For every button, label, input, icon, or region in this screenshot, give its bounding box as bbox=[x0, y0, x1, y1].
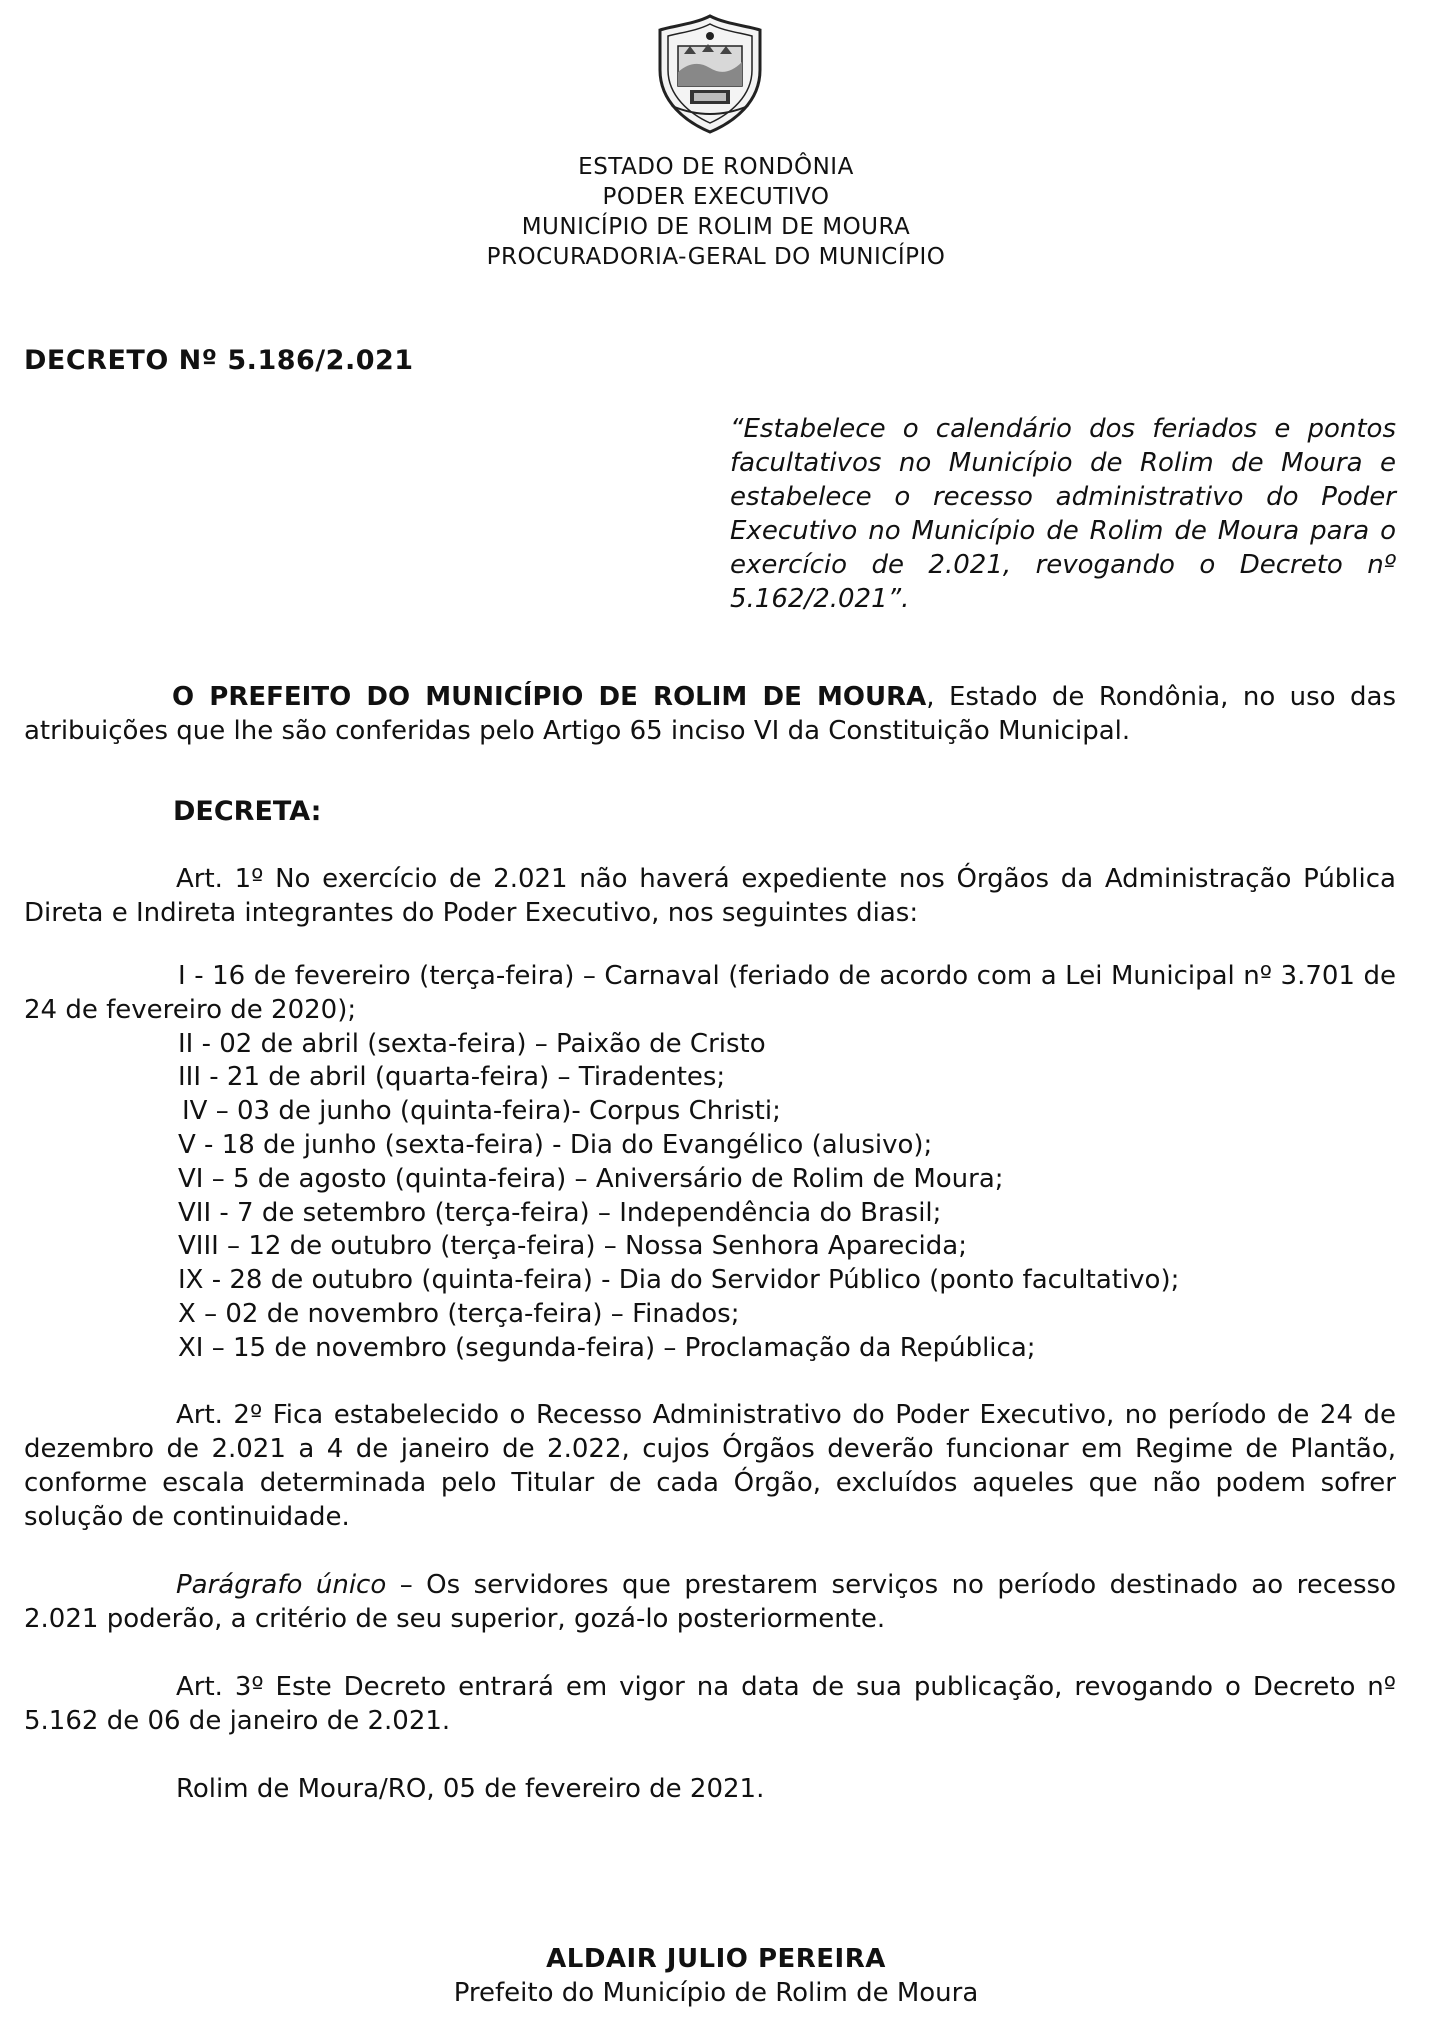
list-item: IX - 28 de outubro (quinta-feira) - Dia do Servidor Público (ponto facultativo); bbox=[178, 1265, 1180, 1296]
list-item: III - 21 de abril (quarta-feira) – Tiradentes; bbox=[178, 1062, 726, 1093]
signatory-name: ALDAIR JULIO PEREIRA bbox=[546, 1944, 886, 1974]
letterhead-power: PODER EXECUTIVO bbox=[602, 184, 830, 210]
holiday-list bbox=[24, 960, 1396, 1366]
list-item: V - 18 de junho (sexta-feira) - Dia do Evangélico (alusivo); bbox=[178, 1129, 933, 1160]
preamble-text: , Estado de Rondônia, no uso das atribuições que lhe são conferidas pelo Artigo 65 inciso VI da Constituição Municipal. bbox=[24, 682, 1396, 746]
letterhead bbox=[0, 152, 1432, 272]
article-3 bbox=[24, 1670, 1396, 1738]
signature-block bbox=[0, 1942, 1432, 2010]
list-item: I - 16 de fevereiro (terça-feira) – Carnaval (feriado de acordo com a Lei Municipal nº 3.701 de 24 de fevereiro de 2020); bbox=[24, 961, 1396, 1025]
letterhead-state: ESTADO DE RONDÔNIA bbox=[578, 154, 854, 180]
place-date bbox=[24, 1772, 1396, 1806]
signatory-title: Prefeito do Município de Rolim de Moura bbox=[453, 1978, 979, 2008]
list-item: II - 02 de abril (sexta-feira) – Paixão de Cristo bbox=[178, 1028, 766, 1059]
decree-title: DECRETO Nº 5.186/2.021 bbox=[24, 345, 414, 376]
article-1 bbox=[24, 862, 1396, 930]
coat-of-arms-icon bbox=[650, 10, 770, 138]
list-item: IV – 03 de junho (quinta-feira)- Corpus Christi; bbox=[182, 1096, 781, 1127]
preamble bbox=[24, 680, 1396, 748]
preamble-bold: O PREFEITO DO MUNICÍPIO DE ROLIM DE MOURA bbox=[172, 682, 927, 712]
article-2-text: Art. 2º Fica estabelecido o Recesso Administrativo do Poder Executivo, no período de 24 de dezembro de 2.021 a 4 de janeiro de 2.022, cujos Órgãos deverão funcionar em Regime de Plantão, conforme escala determinada pelo Titular de cada Órgão, excluídos aqueles que não podem sofrer solução de continuidade. bbox=[24, 1400, 1396, 1532]
sole-paragraph-text: – Os servidores que prestarem serviços no período destinado ao recesso 2.021 poderão, a critério de seu superior, gozá-lo posteriormente. bbox=[24, 1570, 1396, 1634]
sole-paragraph-label: Parágrafo único bbox=[176, 1570, 387, 1600]
place-date-text: Rolim de Moura/RO, 05 de fevereiro de 2021. bbox=[176, 1774, 765, 1804]
list-item: XI – 15 de novembro (segunda-feira) – Proclamação da República; bbox=[178, 1332, 1036, 1363]
article-1-text: Art. 1º No exercício de 2.021 não haverá expediente nos Órgãos da Administração Pública Direta e Indireta integrantes do Poder Executivo, nos seguintes dias: bbox=[24, 864, 1396, 928]
list-item: X – 02 de novembro (terça-feira) – Finados; bbox=[178, 1298, 740, 1329]
decreta-heading: DECRETA: bbox=[173, 796, 322, 827]
ementa: “Estabelece o calendário dos feriados e pontos facultativos no Município de Rolim de Moura e estabelece o recesso administrativo do Poder Executivo no Município de Rolim de Moura para o exercício de 2.021, revogando o Decreto nº 5.162/2.021”. bbox=[730, 414, 1396, 614]
letterhead-municipality: MUNICÍPIO DE ROLIM DE MOURA bbox=[521, 214, 911, 240]
sole-paragraph bbox=[24, 1568, 1396, 1636]
article-2 bbox=[24, 1398, 1396, 1534]
article-3-text: Art. 3º Este Decreto entrará em vigor na data de sua publicação, revogando o Decreto nº 5.162 de 06 de janeiro de 2.021. bbox=[24, 1672, 1396, 1736]
letterhead-department: PROCURADORIA-GERAL DO MUNICÍPIO bbox=[486, 244, 946, 270]
list-item: VII - 7 de setembro (terça-feira) – Independência do Brasil; bbox=[178, 1197, 942, 1228]
list-item: VIII – 12 de outubro (terça-feira) – Nossa Senhora Aparecida; bbox=[178, 1231, 967, 1262]
list-item: VI – 5 de agosto (quinta-feira) – Aniversário de Rolim de Moura; bbox=[178, 1163, 1004, 1194]
